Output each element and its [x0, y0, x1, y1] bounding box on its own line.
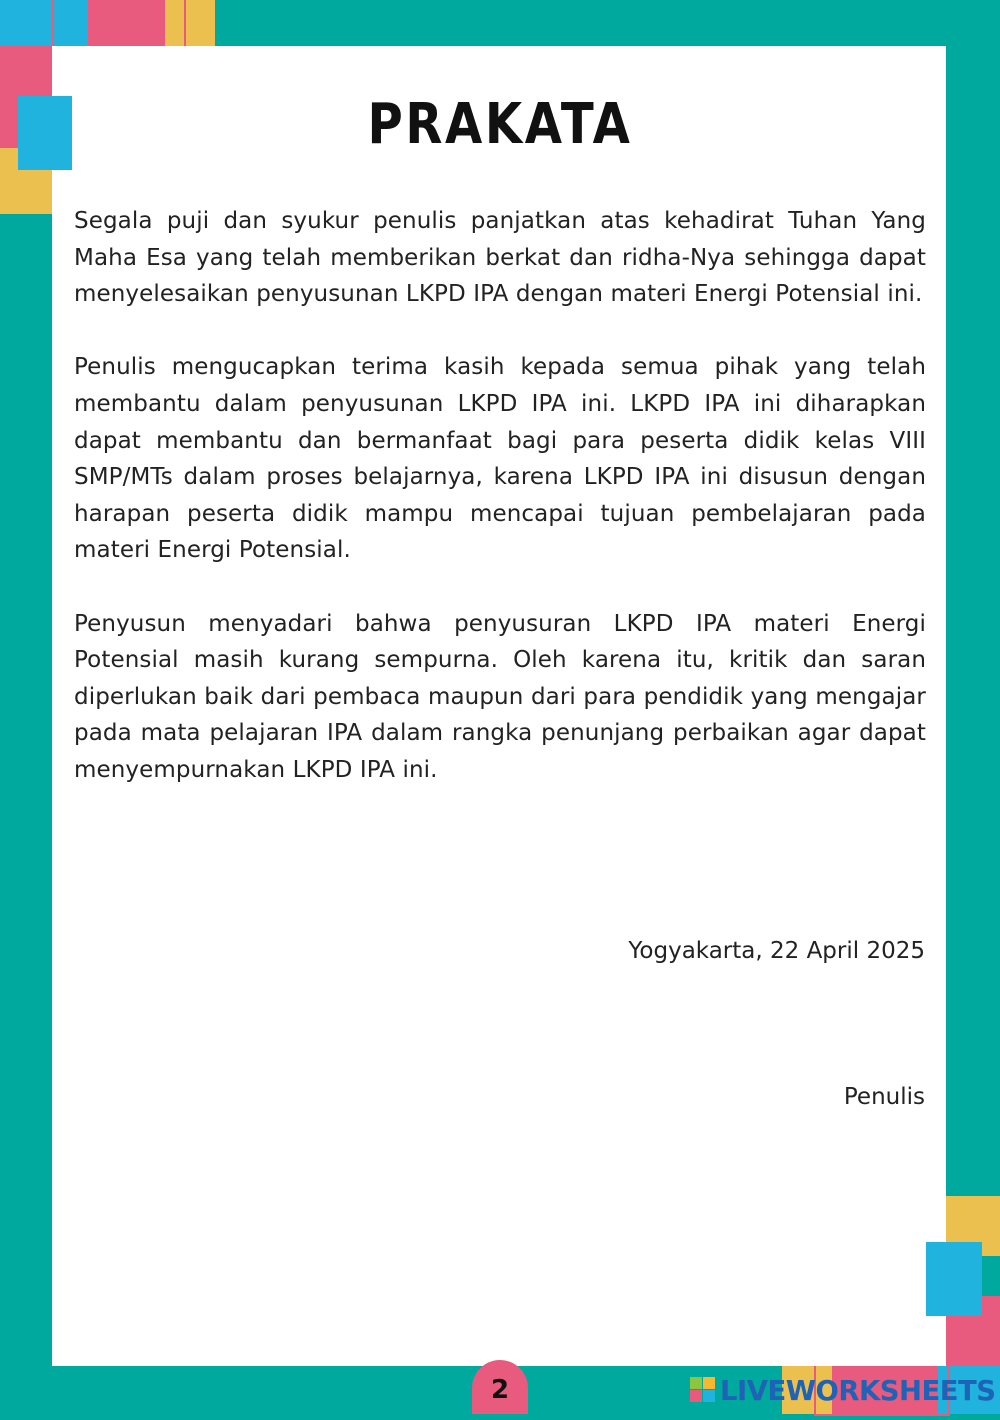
deco-blue-left	[18, 96, 72, 170]
place-date: Yogyakarta, 22 April 2025	[628, 938, 925, 964]
liveworksheets-logo[interactable]	[690, 1372, 1000, 1408]
paragraph-2: Penulis mengucapkan terima kasih kepada semua pihak yang telah membantu dalam penyusunan LKPD IPA ini. LKPD IPA ini diharapkan dapat membantu dan bermanfaat bagi para peserta didik kelas VIII SMP/MTs dalam proses belajarnya, karena LKPD IPA ini disusun dengan harapan peserta didik mampu mencapai tujuan pembelajaran pada materi Energi Potensial.	[74, 354, 926, 564]
liveworksheets-icon	[690, 1377, 716, 1403]
page-number: 2	[472, 1360, 528, 1414]
paragraph-1: Segala puji dan syukur penulis panjatkan atas kehadirat Tuhan Yang Maha Esa yang telah memberikan berkat dan ridha-Nya sehingga dapat menyelesaikan penyusunan LKPD IPA dengan materi Energi Potensial ini.	[74, 208, 926, 308]
signature-label: Penulis	[843, 1084, 925, 1110]
page-title: PRAKATA	[367, 92, 633, 157]
paragraph-3: Penyusun menyadari bahwa penyusuran LKPD IPA materi Energi Potensial masih kurang sempurna. Oleh karena itu, kritik dan saran diperlukan baik dari pembaca maupun dari para pendidik yang mengajar pada mata pelajaran IPA dalam rangka penunjang perbaikan agar dapat menyempurnakan LKPD IPA ini.	[74, 610, 926, 783]
preface-body	[74, 203, 926, 825]
deco-blue-right	[926, 1242, 982, 1316]
liveworksheets-wordmark: LIVEWORKSHEETS	[720, 1373, 996, 1407]
